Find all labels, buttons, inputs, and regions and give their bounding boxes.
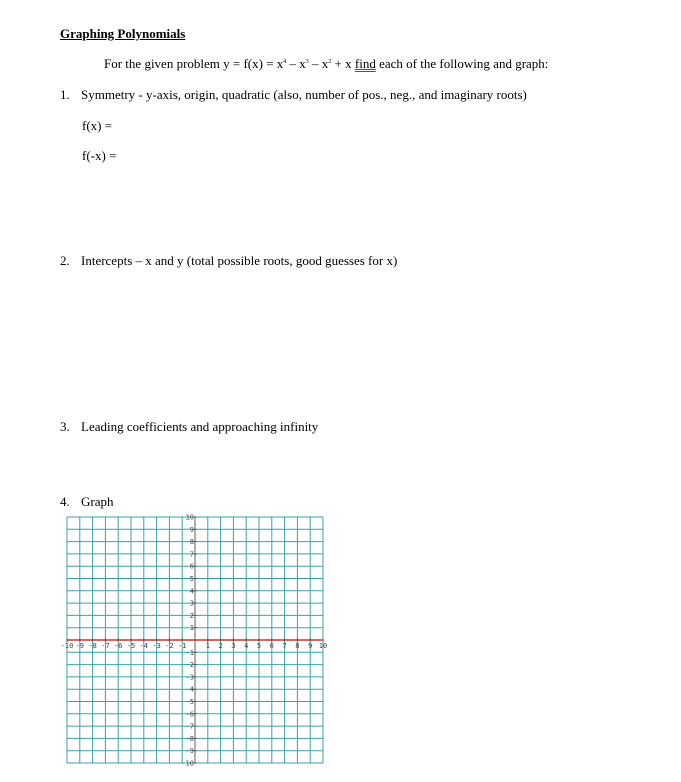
item-number: 3. xyxy=(60,419,70,434)
y-tick-label: -6 xyxy=(185,710,194,719)
x-tick-label: -1 xyxy=(177,642,187,650)
x-tick-label: -5 xyxy=(126,642,136,650)
problem-statement xyxy=(104,56,548,72)
x-tick-label: 8 xyxy=(295,642,300,650)
problem-suffix: each of the following and graph: xyxy=(375,56,549,71)
item-leading-coefficients xyxy=(60,419,318,435)
y-tick-label: -2 xyxy=(185,661,194,670)
y-tick-label: 3 xyxy=(189,599,194,608)
x-tick-label: -10 xyxy=(60,642,74,650)
x-tick-label: 9 xyxy=(308,642,313,650)
exponent-2: 2 xyxy=(328,59,332,65)
problem-prefix: For the given problem y = f(x) = x xyxy=(104,56,284,71)
y-tick-label: -8 xyxy=(185,734,194,743)
item-text: Graph xyxy=(81,494,114,509)
problem-term: – x xyxy=(308,56,329,71)
coordinate-grid xyxy=(60,513,328,768)
y-tick-label: -7 xyxy=(185,722,194,731)
y-tick-label: -1 xyxy=(185,648,194,657)
x-tick-label: -7 xyxy=(101,642,110,650)
problem-term: + x xyxy=(331,56,355,71)
y-tick-label: 2 xyxy=(189,611,194,620)
x-tick-label: 1 xyxy=(205,642,210,650)
item-graph xyxy=(60,494,114,510)
y-tick-label: -5 xyxy=(185,698,194,706)
problem-term: – x xyxy=(286,56,306,71)
item-text: Leading coefficients and approaching infinity xyxy=(81,419,319,434)
item-text: Intercepts – x and y (total possible roots, good guesses for x) xyxy=(81,253,398,268)
x-tick-label: -4 xyxy=(139,642,149,650)
x-tick-label: 2 xyxy=(218,642,223,650)
y-tick-label: 10 xyxy=(185,513,194,522)
y-tick-label: 7 xyxy=(189,550,194,559)
y-tick-label: 6 xyxy=(189,562,194,571)
item-intercepts xyxy=(60,253,397,269)
f-of-neg-x-line: f(-x) = xyxy=(82,148,117,163)
item-number: 2. xyxy=(60,253,70,268)
x-tick-label: 10 xyxy=(318,642,328,650)
y-tick-label: 9 xyxy=(189,525,194,534)
y-tick-label: 4 xyxy=(189,587,194,596)
x-tick-label: -2 xyxy=(165,642,174,650)
y-tick-label: -10 xyxy=(181,759,194,768)
y-tick-label: -9 xyxy=(185,747,194,756)
item-number: 1. xyxy=(60,87,70,102)
x-tick-label: -9 xyxy=(75,642,85,650)
x-tick-label: -3 xyxy=(152,642,161,650)
y-tick-label: 1 xyxy=(189,624,194,633)
x-tick-label: 4 xyxy=(244,642,249,650)
find-word: find xyxy=(354,56,376,71)
x-tick-label: -6 xyxy=(113,642,123,650)
item-symmetry xyxy=(60,87,527,103)
page-title: Graphing Polynomials xyxy=(60,26,186,41)
y-tick-label: -4 xyxy=(185,685,194,694)
x-tick-label: -8 xyxy=(88,642,97,650)
y-tick-label: 5 xyxy=(189,575,194,583)
f-of-x-line: f(x) = xyxy=(82,118,113,133)
y-tick-label: 8 xyxy=(189,538,194,547)
x-tick-label: 7 xyxy=(282,642,287,650)
y-tick-label: -3 xyxy=(185,673,194,682)
x-tick-label: 6 xyxy=(269,642,274,650)
exponent-4: 4 xyxy=(283,59,287,65)
exponent-3: 3 xyxy=(305,59,309,65)
x-tick-label: 3 xyxy=(231,642,236,650)
item-text: Symmetry - y-axis, origin, quadratic (also, number of pos., neg., and imaginary roots) xyxy=(81,87,527,102)
x-tick-label: 5 xyxy=(256,642,262,650)
item-number: 4. xyxy=(60,494,70,509)
